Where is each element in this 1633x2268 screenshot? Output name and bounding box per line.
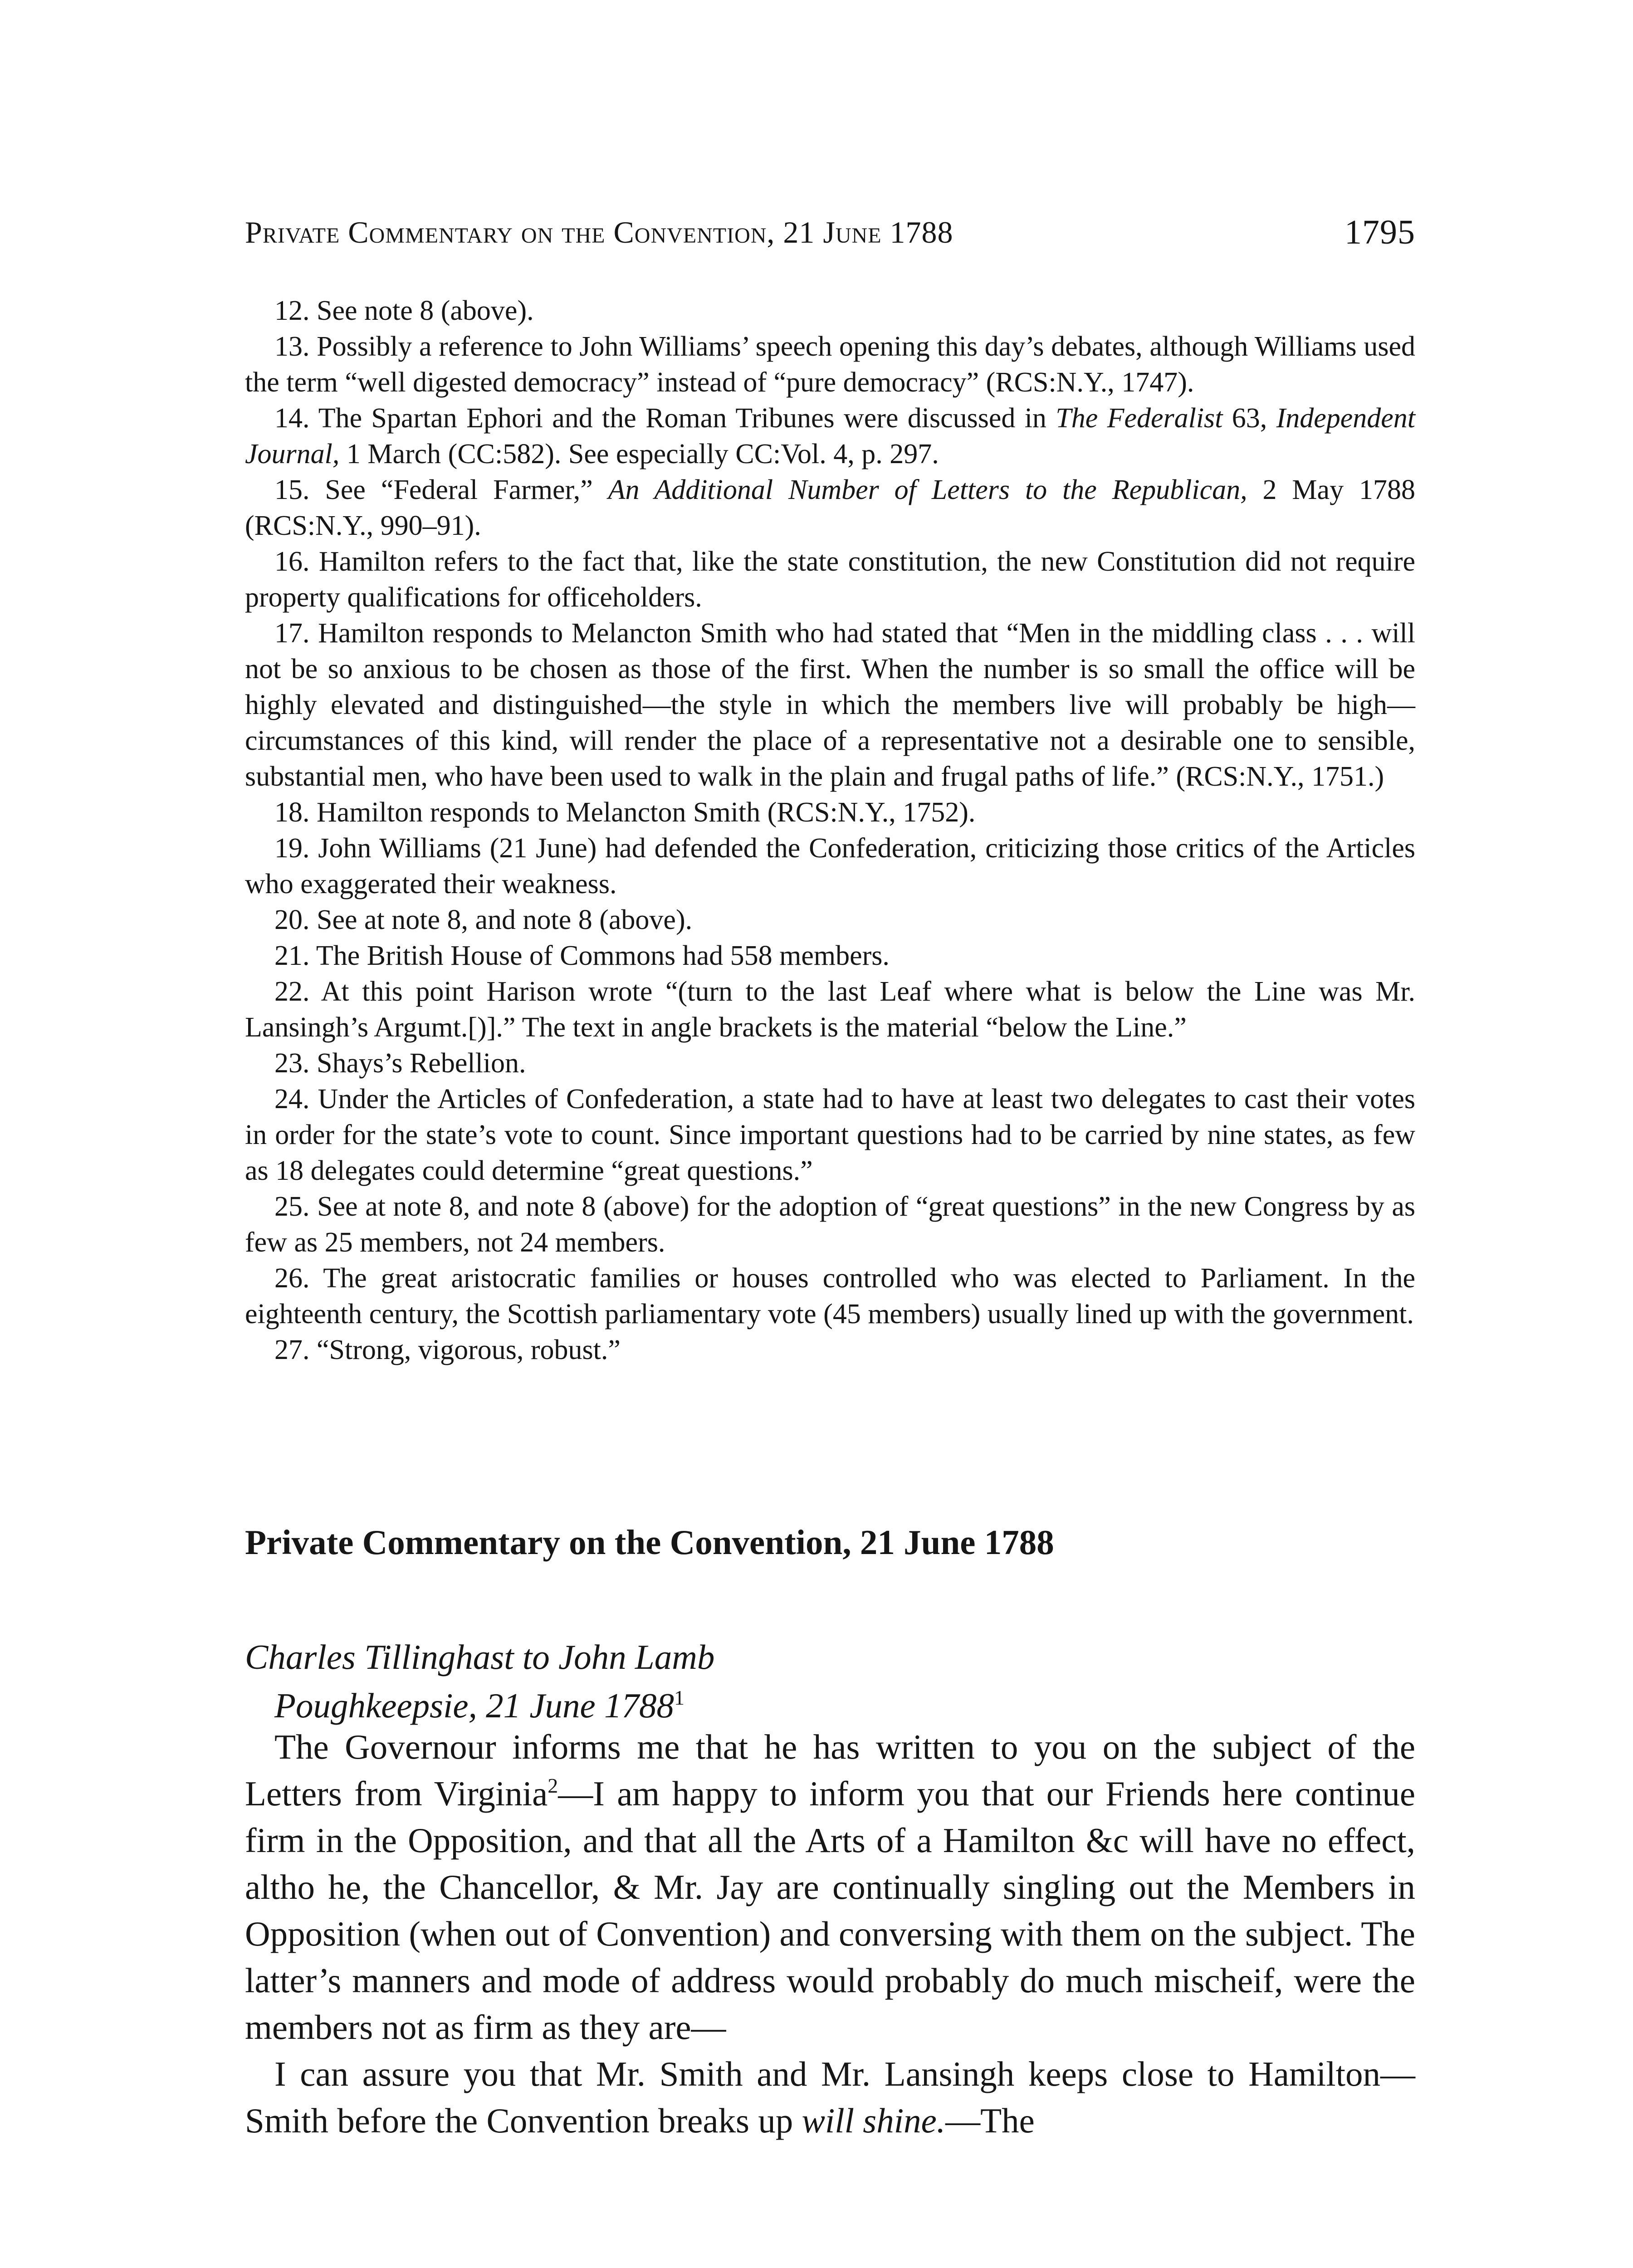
italic-text: The Federalist (1056, 403, 1223, 434)
text-run: 24. Under the Articles of Confederation, a state had to have at least two delegates to cast their votes in order for the state’s vote to count. Since important questions had to be carried by nine states, as few as 18 delegates could determine “great questions.” (245, 1084, 1415, 1186)
text-run: 27. “Strong, vigorous, robust.” (274, 1334, 621, 1365)
text-run: 20. See at note 8, and note 8 (above). (274, 904, 693, 935)
note-item (245, 1189, 1415, 1261)
note-item (245, 795, 1415, 831)
italic-text: will shine. (802, 2101, 946, 2140)
text-run: 15. See “Federal Farmer,” (274, 474, 608, 505)
text-run: The Governour informs me that he has written to you on the subject of the Letters from Virginia (245, 1727, 1415, 1813)
note-item (245, 401, 1415, 472)
text-run: 22. At this point Harison wrote “(turn to the last Leaf where what is below the Line was Mr. Lansingh’s Argumt.[)].” The text in angle brackets is the material “below the Line.” (245, 976, 1415, 1043)
italic-text: An Additional Number of Letters to the Republican, (608, 474, 1247, 505)
text-run: 63, (1222, 403, 1276, 434)
text-run: 23. Shays’s Rebellion. (274, 1048, 526, 1079)
note-item (245, 938, 1415, 974)
text-run: 17. Hamilton responds to Melancton Smith who had stated that “Men in the middling class . . . will not be so anxious to be chosen as those of the first. When the number is so small the office will be highly elevated and distinguished—the style in which the members live will probably be high—circumstances of this kind, will render the place of a representative not a desirable one to sensible, substantial men, who have been used to walk in the plain and frugal paths of life.” (RCS:N.Y., 1751.) (245, 618, 1415, 792)
note-item (245, 974, 1415, 1046)
running-head (245, 210, 1415, 255)
text-run: 13. Possibly a reference to John Williams’ speech opening this day’s debates, although Williams used the term “well digested democracy” instead of “pure democracy” (RCS:N.Y., 1747). (245, 331, 1415, 398)
letter-paragraph (245, 2051, 1415, 2144)
note-item (245, 902, 1415, 938)
footnote-ref: 2 (548, 1774, 558, 1797)
italic-text: Independent Journal, (245, 403, 1416, 469)
place-date: Poughkeepsie, 21 June 1788 (274, 1686, 674, 1725)
letter-paragraph (245, 1724, 1415, 2051)
text-run: 1 March (CC:582). See especially CC:Vol. 4, p. 297. (339, 439, 939, 469)
correspondents: Charles Tillinghast to John Lamb (245, 1637, 715, 1677)
place-date-line (245, 1681, 1415, 1730)
running-title: Private Commentary on the Convention, 21 June 1788 (245, 215, 953, 249)
note-item (245, 544, 1415, 616)
note-item (245, 329, 1415, 401)
text-run: 19. John Williams (21 June) had defended the Confederation, criticizing those critics of the Articles who exaggerated their weakness. (245, 833, 1415, 899)
text-run: —The (945, 2101, 1035, 2140)
editorial-notes (245, 293, 1415, 1368)
footnote-ref: 1 (674, 1686, 684, 1709)
text-run: 21. The British House of Commons had 558 members. (274, 940, 890, 971)
note-item (245, 293, 1415, 329)
note-item (245, 1332, 1415, 1368)
note-item (245, 616, 1415, 795)
text-run: I can assure you that Mr. Smith and Mr. Lansingh keeps close to Hamilton—Smith before the Convention breaks up (245, 2054, 1415, 2140)
document-attribution (245, 1633, 1415, 1730)
note-item (245, 1081, 1415, 1189)
note-item (245, 472, 1415, 544)
text-run: —I am happy to inform you that our Friends here continue firm in the Opposition, and that all the Arts of a Hamilton &c will have no effect, altho he, the Chancellor, & Mr. Jay are continually singling out the Members in Opposition (when out of Convention) and conversing with them on the subject. The latter’s manners and mode of address would probably do much mischeif, were the members not as firm as they are— (245, 1774, 1415, 2047)
letter-body (245, 1724, 1415, 2144)
text-run: 14. The Spartan Ephori and the Roman Tribunes were discussed in (274, 403, 1056, 434)
text-run: 2 May 1788 (RCS:N.Y., 990–91). (245, 474, 1415, 541)
note-item (245, 1261, 1415, 1332)
page-number: 1795 (1345, 213, 1415, 251)
note-item (245, 831, 1415, 902)
text-run: 18. Hamilton responds to Melancton Smith (RCS:N.Y., 1752). (274, 797, 976, 828)
note-item (245, 1046, 1415, 1081)
document-heading: Private Commentary on the Convention, 21 June 1788 (245, 1523, 1054, 1562)
text-run: 26. The great aristocratic families or houses controlled who was elected to Parliament. In the eighteenth century, the Scottish parliamentary vote (45 members) usually lined up with the government. (245, 1263, 1415, 1330)
text-run: 16. Hamilton refers to the fact that, like the state constitution, the new Constitution did not require property qualifications for officeholders. (245, 546, 1415, 613)
text-run: 12. See note 8 (above). (274, 295, 534, 326)
text-run: 25. See at note 8, and note 8 (above) for the adoption of “great questions” in the new Congress by as few as 25 members, not 24 members. (245, 1191, 1415, 1258)
